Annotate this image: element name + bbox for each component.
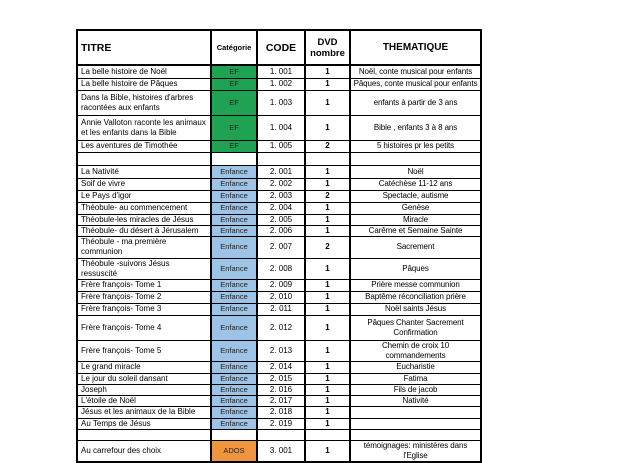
cell-dvd-nombre: 1: [305, 65, 350, 78]
cell-dvd-nombre: 1: [305, 225, 350, 236]
cell-dvd-nombre: 1: [305, 303, 350, 315]
table-row: [77, 165, 481, 178]
cell-code: 3. 001: [257, 440, 305, 462]
cell-categorie: EF: [211, 115, 257, 140]
table-row: [77, 395, 481, 406]
cell-dvd-nombre: 1: [305, 202, 350, 214]
cell-code: 2. 003: [257, 190, 305, 202]
cell-thematique: Fatima: [350, 373, 481, 384]
cell-categorie: Enfance: [211, 236, 257, 258]
dvd-catalog-table: [76, 29, 482, 463]
cell-code: 1. 002: [257, 78, 305, 90]
cell-titre: Théobule- du désert à Jérusalem: [77, 225, 211, 236]
table-row: [77, 440, 481, 462]
cell-categorie: EF: [211, 78, 257, 90]
table-row: [77, 140, 481, 152]
dvd-header-line2: nombre: [310, 47, 345, 59]
cell-thematique: Miracle: [350, 214, 481, 225]
table-row: [77, 279, 481, 291]
cell-thematique: Prière messe communion: [350, 279, 481, 291]
cell-code: 2. 014: [257, 361, 305, 373]
cell-thematique: Pâques, conte musical pour enfants: [350, 78, 481, 90]
cell-titre: Au Temps de Jésus: [77, 418, 211, 429]
table-row: [77, 236, 481, 258]
cell-dvd-nombre: 1: [305, 258, 350, 279]
cell-dvd-nombre: 1: [305, 315, 350, 340]
cell-categorie: Enfance: [211, 279, 257, 291]
cell-categorie: Enfance: [211, 315, 257, 340]
cell-categorie: EF: [211, 140, 257, 152]
cell-titre: Théobule - ma première communion: [77, 236, 211, 258]
cell-titre: Joseph: [77, 384, 211, 395]
table-row: [77, 225, 481, 236]
cell-thematique: Pâques Chanter Sacrement Confirmation: [350, 315, 481, 340]
separator-row: [77, 152, 481, 165]
cell-dvd-nombre: 1: [305, 165, 350, 178]
col-header-thematique: THEMATIQUE: [350, 30, 481, 65]
cell-dvd-nombre: 1: [305, 115, 350, 140]
cell-titre: Le grand miracle: [77, 361, 211, 373]
cell-thematique: [350, 418, 481, 429]
cell-code: 2. 016: [257, 384, 305, 395]
cell-categorie: Enfance: [211, 291, 257, 303]
cell-categorie: Enfance: [211, 178, 257, 190]
cell-titre: Frère françois- Tome 5: [77, 340, 211, 361]
header-row: [77, 30, 481, 65]
cell-thematique: Pâques: [350, 258, 481, 279]
table-row: [77, 90, 481, 115]
cell-categorie: Enfance: [211, 214, 257, 225]
cell-code: 2. 010: [257, 291, 305, 303]
cell-titre: Frère françois- Tome 2: [77, 291, 211, 303]
table-row: [77, 361, 481, 373]
cell-dvd-nombre: 1: [305, 291, 350, 303]
cell-dvd-nombre: 1: [305, 384, 350, 395]
cell-dvd-nombre: 2: [305, 140, 350, 152]
cell-thematique: Spectacle, autisme: [350, 190, 481, 202]
cell-titre: Frère françois- Tome 4: [77, 315, 211, 340]
cell-titre: Frère françois- Tome 3: [77, 303, 211, 315]
table-row: [77, 384, 481, 395]
cell-categorie: [211, 152, 257, 165]
cell-titre: Frère françois- Tome 1: [77, 279, 211, 291]
cell-titre: Au carrefour des choix: [77, 440, 211, 462]
cell-code: 2. 008: [257, 258, 305, 279]
cell-thematique: Catéchèse 11-12 ans: [350, 178, 481, 190]
cell-dvd-nombre: 1: [305, 395, 350, 406]
cell-code: 2. 011: [257, 303, 305, 315]
cell-thematique: Sacrement: [350, 236, 481, 258]
cell-dvd-nombre: 1: [305, 361, 350, 373]
table-row: [77, 340, 481, 361]
cell-code: 2. 004: [257, 202, 305, 214]
cell-code: 2. 002: [257, 178, 305, 190]
cell-categorie: [211, 429, 257, 440]
table-row: [77, 65, 481, 78]
cell-dvd-nombre: 1: [305, 373, 350, 384]
cell-categorie: Enfance: [211, 384, 257, 395]
cell-titre: L'étoile de Noël: [77, 395, 211, 406]
cell-code: 2. 017: [257, 395, 305, 406]
table-row: [77, 303, 481, 315]
cell-code: [257, 429, 305, 440]
cell-code: 2. 019: [257, 418, 305, 429]
col-header-categorie: Catégorie: [211, 30, 257, 65]
cell-dvd-nombre: 1: [305, 178, 350, 190]
cell-thematique: Bible , enfants 3 à 8 ans: [350, 115, 481, 140]
cell-titre: La belle histoire de Pâques: [77, 78, 211, 90]
cell-titre: Le Pays d'igor: [77, 190, 211, 202]
cell-thematique: Eucharistie: [350, 361, 481, 373]
catalog-page: [76, 29, 482, 463]
cell-thematique: enfants à partir de 3 ans: [350, 90, 481, 115]
cell-titre: La belle histoire de Noël: [77, 65, 211, 78]
cell-dvd-nombre: 1: [305, 340, 350, 361]
table-row: [77, 406, 481, 418]
table-row: [77, 373, 481, 384]
cell-dvd-nombre: [305, 152, 350, 165]
cell-code: 1. 004: [257, 115, 305, 140]
cell-thematique: [350, 429, 481, 440]
cell-titre: [77, 429, 211, 440]
cell-categorie: Enfance: [211, 202, 257, 214]
cell-categorie: Enfance: [211, 406, 257, 418]
cell-categorie: Enfance: [211, 190, 257, 202]
cell-titre: Annie Valloton raconte les animaux et les enfants dans la Bible: [77, 115, 211, 140]
cell-thematique: Carême et Semaine Sainte: [350, 225, 481, 236]
col-header-code: CODE: [257, 30, 305, 65]
cell-thematique: Genèse: [350, 202, 481, 214]
cell-titre: La Nativité: [77, 165, 211, 178]
cell-thematique: [350, 406, 481, 418]
table-row: [77, 214, 481, 225]
cell-categorie: Enfance: [211, 258, 257, 279]
table-row: [77, 258, 481, 279]
cell-thematique: Noël saints Jésus: [350, 303, 481, 315]
cell-thematique: Baptême réconciliation prière: [350, 291, 481, 303]
cell-categorie: Enfance: [211, 373, 257, 384]
cell-titre: Les aventures de Timothée: [77, 140, 211, 152]
table-row: [77, 315, 481, 340]
cell-dvd-nombre: 1: [305, 440, 350, 462]
cell-thematique: Noël: [350, 165, 481, 178]
cell-code: 2. 005: [257, 214, 305, 225]
cell-thematique: Nativité: [350, 395, 481, 406]
cell-code: 2. 018: [257, 406, 305, 418]
cell-categorie: ADOS: [211, 440, 257, 462]
separator-row: [77, 429, 481, 440]
cell-thematique: témoignages: ministères dans l'Eglise: [350, 440, 481, 462]
cell-dvd-nombre: 1: [305, 214, 350, 225]
cell-code: 2. 013: [257, 340, 305, 361]
cell-categorie: EF: [211, 90, 257, 115]
cell-code: 2. 015: [257, 373, 305, 384]
cell-code: 2. 009: [257, 279, 305, 291]
cell-code: 2. 012: [257, 315, 305, 340]
cell-thematique: [350, 152, 481, 165]
dvd-header-line1: DVD: [317, 36, 338, 48]
cell-categorie: Enfance: [211, 418, 257, 429]
cell-dvd-nombre: [305, 429, 350, 440]
cell-thematique: 5 histoires pr les petits: [350, 140, 481, 152]
cell-titre: Théobule-les miracles de Jésus: [77, 214, 211, 225]
cell-dvd-nombre: 1: [305, 78, 350, 90]
cell-categorie: Enfance: [211, 340, 257, 361]
cell-thematique: Fils de jacob: [350, 384, 481, 395]
cell-titre: [77, 152, 211, 165]
cell-categorie: EF: [211, 65, 257, 78]
cell-code: 1. 003: [257, 90, 305, 115]
cell-dvd-nombre: 1: [305, 279, 350, 291]
cell-titre: Jésus et les animaux de la Bible: [77, 406, 211, 418]
cell-categorie: Enfance: [211, 361, 257, 373]
table-row: [77, 178, 481, 190]
cell-dvd-nombre: 2: [305, 190, 350, 202]
cell-code: 2. 001: [257, 165, 305, 178]
table-row: [77, 202, 481, 214]
table-row: [77, 291, 481, 303]
table-row: [77, 115, 481, 140]
cell-categorie: Enfance: [211, 225, 257, 236]
cell-titre: Dans la Bible, histoires d'arbres racontées aux enfants: [77, 90, 211, 115]
cell-titre: Soif de vivre: [77, 178, 211, 190]
table-row: [77, 418, 481, 429]
cell-thematique: Chemin de croix 10 commandements: [350, 340, 481, 361]
cell-code: 1. 005: [257, 140, 305, 152]
cell-code: [257, 152, 305, 165]
cell-titre: Théobule- au commencement: [77, 202, 211, 214]
cell-categorie: Enfance: [211, 303, 257, 315]
cell-code: 2. 006: [257, 225, 305, 236]
cell-dvd-nombre: 1: [305, 406, 350, 418]
cell-titre: Théobule -suivons Jésus ressuscité: [77, 258, 211, 279]
cell-dvd-nombre: 1: [305, 90, 350, 115]
table-row: [77, 78, 481, 90]
cell-dvd-nombre: 1: [305, 418, 350, 429]
cell-thematique: Noël, conte musical pour enfants: [350, 65, 481, 78]
col-header-dvd-nombre: [305, 30, 350, 65]
cell-code: 2. 007: [257, 236, 305, 258]
col-header-titre: TITRE: [77, 30, 211, 65]
cell-dvd-nombre: 2: [305, 236, 350, 258]
cell-titre: Le jour du soleil dansant: [77, 373, 211, 384]
cell-code: 1. 001: [257, 65, 305, 78]
cell-categorie: Enfance: [211, 395, 257, 406]
cell-categorie: Enfance: [211, 165, 257, 178]
table-row: [77, 190, 481, 202]
